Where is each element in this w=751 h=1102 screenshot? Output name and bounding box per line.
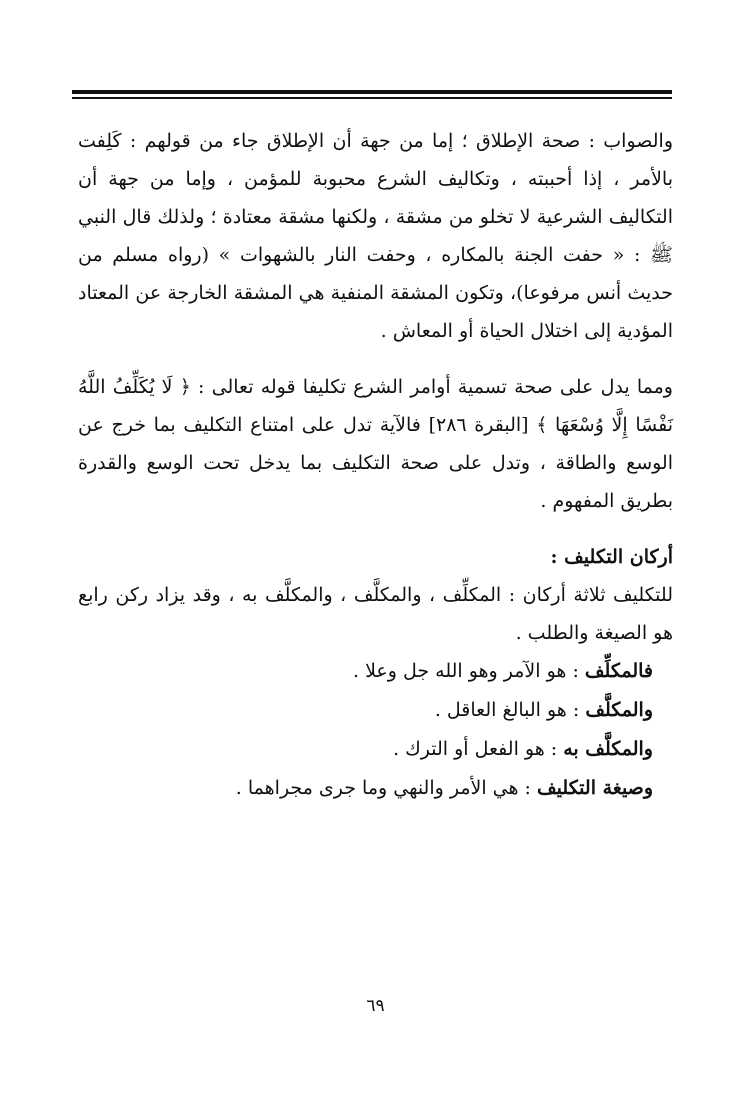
definition-text: : هي الأمر والنهي وما جرى مجراهما .: [235, 777, 537, 799]
page-number: ٦٩: [366, 996, 385, 1016]
definitions-list: [78, 652, 673, 808]
definition-item: [78, 730, 653, 769]
definition-term: وصيغة التكليف: [537, 777, 653, 799]
definition-term: والمكلَّف: [585, 699, 653, 721]
paragraph-correct-usage: والصواب : صحة الإطلاق ؛ إما من جهة أن الإطلاق جاء من قولهم : كَلِفت بالأمر ، إذا أحببته ، وتكاليف الشرع محبوبة للمؤمن ، وإما من جهة أن التكاليف الشرعية لا تخلو من مشقة ، ولكنها مشقة معتادة ؛ ولذلك قال النبي ﷺ : « حفت الجنة بالمكاره ، وحفت النار بالشهوات » (رواه مسلم من حديث أنس مرفوعا)، وتكون المشقة المنفية هي المشقة الخارجة عن المعتاد المؤدية إلى اختلال الحياة أو المعاش .: [78, 130, 673, 342]
section-heading-pillars: أركان التكليف :: [550, 546, 673, 568]
definition-text: : هو البالغ العاقل .: [434, 699, 586, 721]
definition-item: [78, 691, 653, 730]
definition-text: : هو الآمر وهو الله جل وعلا .: [352, 660, 585, 682]
definition-term: والمكلَّف به: [563, 738, 653, 760]
definition-item: [78, 769, 653, 808]
definition-item: [78, 652, 653, 691]
definition-term: فالمكلِّف: [584, 660, 653, 682]
paragraph-pillars-intro: للتكليف ثلاثة أركان : المكلِّف ، والمكلَّف ، والمكلَّف به ، وقد يزاد ركن رابع هو الصيغة والطلب .: [78, 584, 673, 644]
page-body: [78, 122, 673, 808]
definition-text: : هو الفعل أو الترك .: [393, 738, 564, 760]
header-rule-thin: [72, 97, 672, 99]
header-rule-thick: [72, 90, 672, 94]
paragraph-quran-evidence: ومما يدل على صحة تسمية أوامر الشرع تكليفا قوله تعالى : ﴿ لَا يُكَلِّفُ اللَّهُ نَفْسًا إِلَّا وُسْعَهَا ﴾ [البقرة ٢٨٦] فالآية تدل على امتناع التكليف بما خرج عن الوسع والطاقة ، وتدل على صحة التكليف بما يدخل تحت الوسع والقدرة بطريق المفهوم .: [78, 376, 673, 512]
